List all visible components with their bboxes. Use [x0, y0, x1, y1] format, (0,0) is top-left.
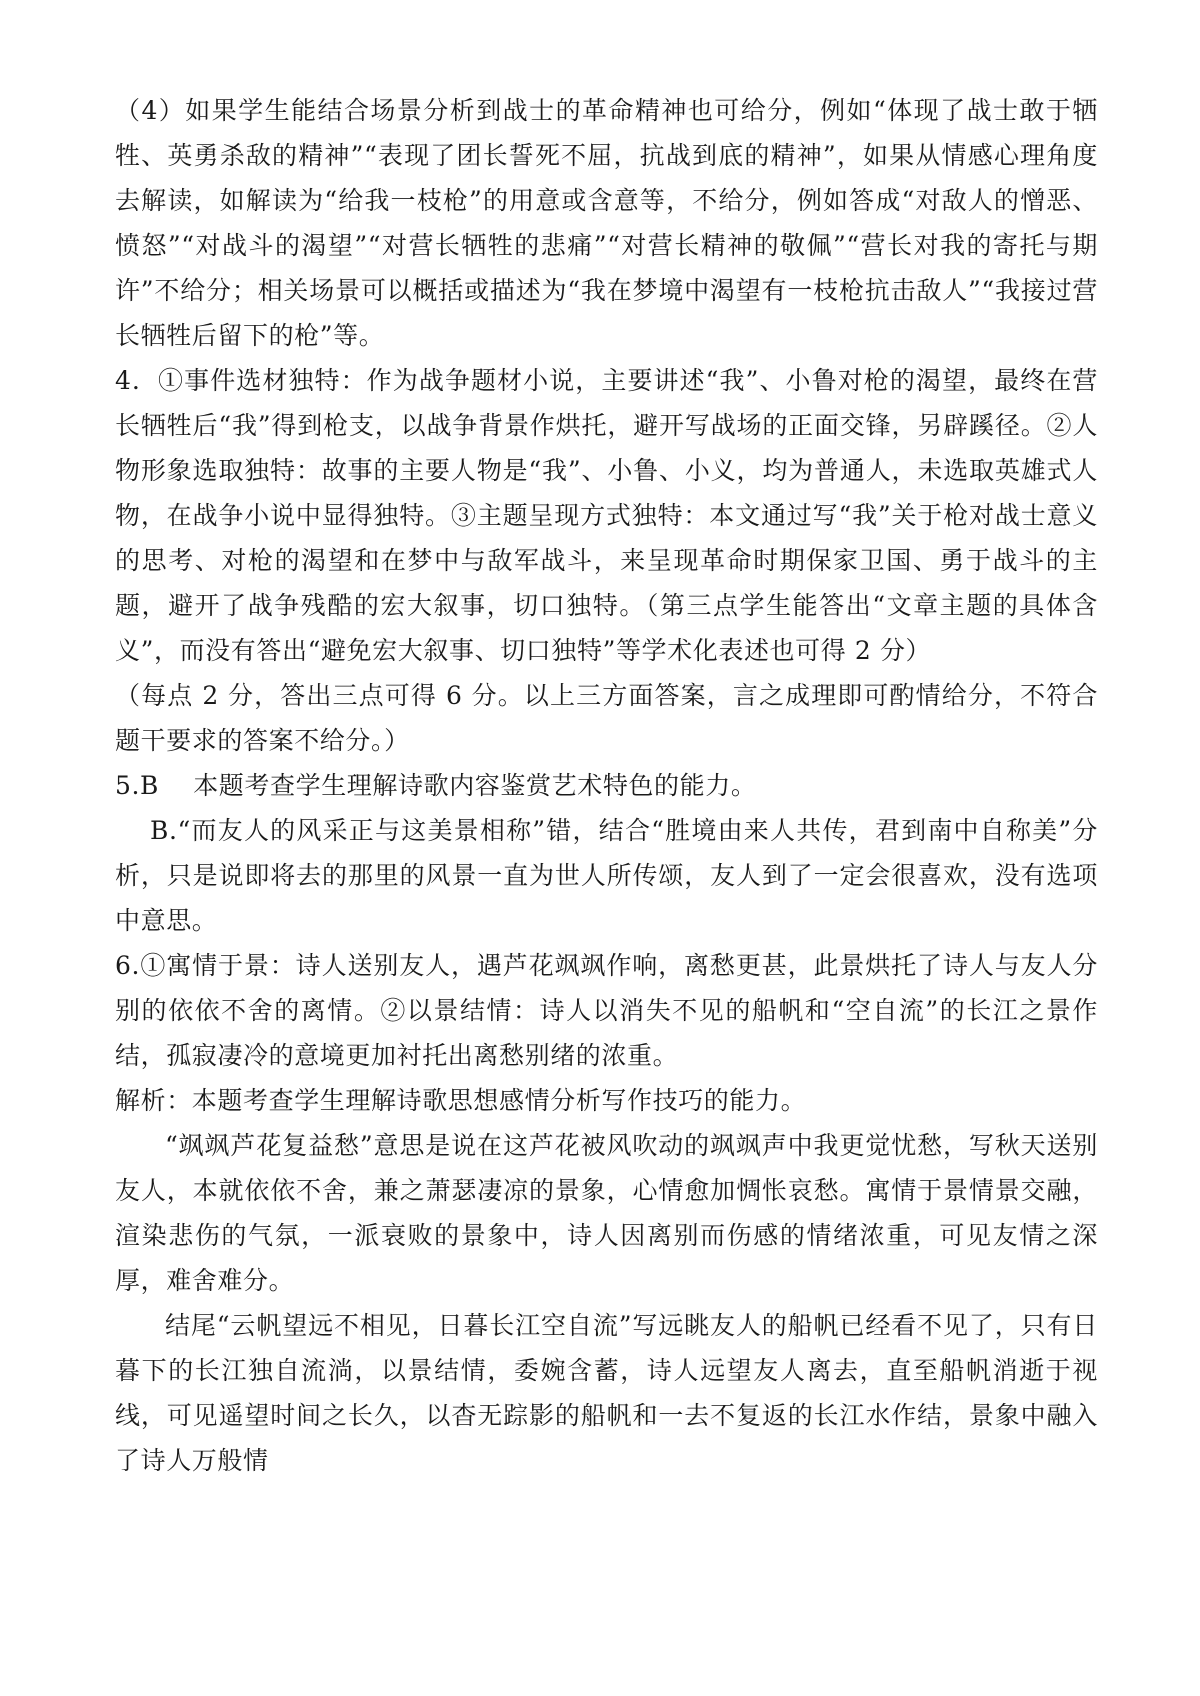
paragraph-q6-analysis-heading: 解析：本题考查学生理解诗歌思想感情分析写作技巧的能力。 [115, 1086, 807, 1115]
paragraph-q6-analysis-2: 结尾“云帆望远不相见，日暮长江空自流”写远眺友人的船帆已经看不见了，只有日暮下的长江独自流淌，以景结情，委婉含蓄，诗人远望友人离去，直至船帆消逝于视线，可见遥望时间之长久，以杳无踪影的船帆和一去不复返的长江水作结，景象中融入了诗人万般情 [115, 1311, 1098, 1475]
paragraph-q6-analysis-1: “飒飒芦花复益愁”意思是说在这芦花被风吹动的飒飒声中我更觉忧愁，写秋天送别友人，本就依依不舍，兼之萧瑟凄凉的景象，心情愈加惆怅哀愁。寓情于景情景交融，渲染悲伤的气氛，一派衰败的景象中，诗人因离别而伤感的情绪浓重，可见友情之深厚，难舍难分。 [115, 1131, 1098, 1295]
paragraph-q6-answer: 6.①寓情于景：诗人送别友人，遇芦花飒飒作响，离愁更甚，此景烘托了诗人与友人分别的依依不舍的离情。②以景结情：诗人以消失不见的船帆和“空自流”的长江之景作结，孤寂凄冷的意境更加衬托出离愁别绪的浓重。 [115, 951, 1098, 1070]
paragraph-q5-explanation: B.“而友人的风采正与这美景相称”错，结合“胜境由来人共传，君到南中自称美”分析，只是说即将去的那里的风景一直为世人所传颂，友人到了一定会很喜欢，没有选项中意思。 [115, 816, 1098, 935]
paragraph-q4-answer: 4．①事件选材独特：作为战争题材小说，主要讲述“我”、小鲁对枪的渴望，最终在营长牺牲后“我”得到枪支，以战争背景作烘托，避开写战场的正面交锋，另辟蹊径。②人物形象选取独特：故事的主要人物是“我”、小鲁、小义，均为普通人，未选取英雄式人物，在战争小说中显得独特。③主题呈现方式独特：本文通过写“我”关于枪对战士意义的思考、对枪的渴望和在梦中与敌军战斗，来呈现革命时期保家卫国、勇于战斗的主题，避开了战争残酷的宏大叙事，切口独特。（第三点学生能答出“文章主题的具体含义”，而没有答出“避免宏大叙事、切口独特”等学术化表述也可得 2 分） [115, 366, 1098, 665]
answer-document [115, 88, 1098, 1483]
paragraph-q3-point4: （4）如果学生能结合场景分析到战士的革命精神也可给分，例如“体现了战士敢于牺牲、英勇杀敌的精神”“表现了团长誓死不屈，抗战到底的精神”，如果从情感心理角度去解读，如解读为“给我一枝枪”的用意或含意等，不给分，例如答成“对敌人的憎恶、愤怒”“对战斗的渴望”“对营长牺牲的悲痛”“对营长精神的敬佩”“营长对我的寄托与期许”不给分；相关场景可以概括或描述为“我在梦境中渴望有一枝枪抗击敌人”“我接过营长牺牲后留下的枪”等。 [115, 96, 1098, 350]
paragraph-q5-answer: 5.B 本题考查学生理解诗歌内容鉴赏艺术特色的能力。 [115, 771, 757, 800]
paragraph-q4-scoring: （每点 2 分，答出三点可得 6 分。以上三方面答案，言之成理即可酌情给分，不符合题干要求的答案不给分。） [115, 681, 1098, 755]
